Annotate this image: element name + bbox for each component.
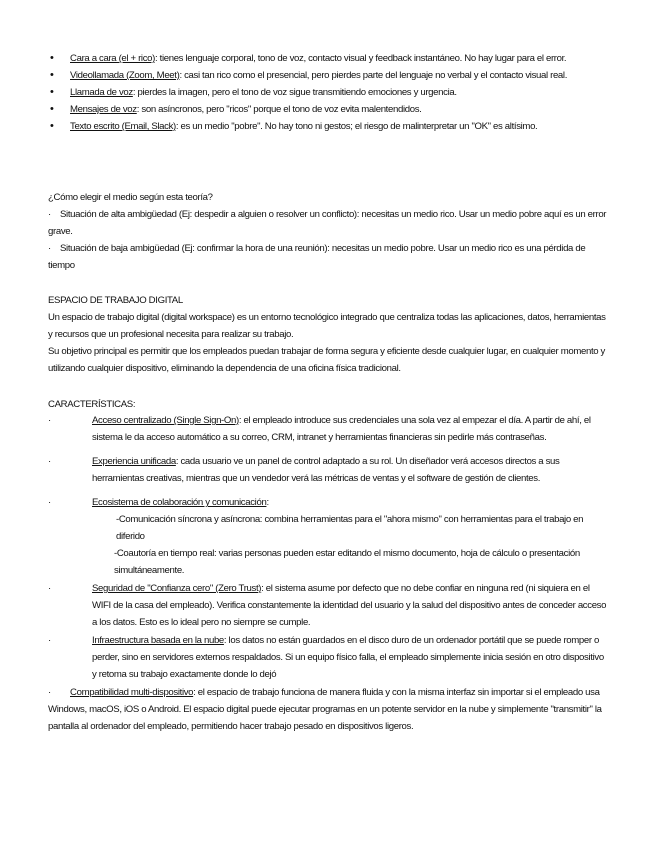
list-item	[48, 684, 608, 735]
media-list	[48, 50, 608, 135]
list-item	[48, 412, 608, 446]
bullet-icon: •	[50, 86, 54, 98]
list-item-term: Acceso centralizado (Single Sign-On)	[92, 415, 239, 426]
digital-paragraph-2: Su objetivo principal es permitir que los empleados puedan trabajar de forma segura y eficiente desde cualquier lugar, en cualquier momento y utilizando cualquier dispositivo, eliminando la dependencia de una oficina física tradicional.	[48, 346, 606, 374]
list-item-text: : son asíncronos, pero "ricos" porque el tono de voz evita malentendidos.	[136, 104, 422, 115]
list-item-term: Texto escrito (Email, Slack)	[70, 121, 176, 132]
list-item-text: :	[266, 497, 269, 508]
dash-icon: ·	[48, 415, 51, 426]
sub-item: -Coautoría en tiempo real: varias personas pueden estar editando el mismo documento, hoja de cálculo o presentación simultáneamente.	[114, 548, 580, 576]
list-item-text: : cada usuario ve un panel de control adaptado a su rol. Un diseñador verá accesos directos a sus herramientas creativas, mientras que un vendedor verá las métricas de ventas y el software de gestión de clientes.	[92, 456, 560, 484]
list-item-term: Mensajes de voz	[70, 104, 137, 115]
list-item	[48, 580, 608, 631]
list-item	[48, 50, 608, 67]
list-item-text: : los datos no están guardados en el disco duro de un ordenador portátil que se puede romper o perder, sino en servidores externos respaldados. Si un equipo físico falla, el empleado simplemente inicia sesión en otro dispositivo y retoma su trabajo exactamente donde lo dejó	[92, 635, 604, 680]
characteristics-heading: CARACTERÍSTICAS:	[48, 399, 136, 410]
digital-section	[48, 292, 608, 377]
list-item-term: Videollamada (Zoom, Meet)	[70, 70, 180, 81]
list-item-text: : el espacio de trabajo funciona de manera fluida y con la misma interfaz sin importar si el empleado usa Windows, macOS, iOS o Android. El espacio digital puede ejecutar programas en un potente servidor en la nube y simplemente "transmitir" la pantalla al ordenador del empleado, permitiendo hacer trabajo pesado en dispositivos ligeros.	[48, 687, 602, 732]
sub-item: -Comunicación síncrona y asíncrona: combina herramientas para el "ahora mismo" con herramientas para el trabajo en diferido	[116, 514, 584, 542]
theory-section	[48, 189, 608, 274]
bullet-icon: •	[50, 103, 54, 115]
list-item	[48, 84, 608, 101]
dash-icon: ·	[48, 497, 51, 508]
list-item-term: Compatibilidad multi-dispositivo	[70, 687, 194, 698]
list-item	[48, 67, 608, 84]
list-item-term: Ecosistema de colaboración y comunicación	[92, 497, 267, 508]
list-item-term: Llamada de voz	[70, 87, 133, 98]
list-item-term: Experiencia unificada	[92, 456, 176, 467]
list-item	[48, 494, 608, 511]
digital-paragraph-1: Un espacio de trabajo digital (digital workspace) es un entorno tecnológico integrado que centraliza todas las aplicaciones, datos, herramientas y recursos que un profesional necesita para realizar su trabajo.	[48, 312, 606, 340]
list-item-text: : el sistema asume por defecto que no debe confiar en ninguna red (ni siquiera en el WIFI de la casa del empleado). Verifica constantemente la identidad del usuario y la salud del dispositivo antes de conceder acceso a los datos. Esto es lo ideal pero no siempre se cumple.	[92, 583, 607, 628]
dash-icon: ·	[48, 243, 51, 254]
dash-icon: ·	[48, 687, 51, 698]
bullet-icon: •	[50, 52, 54, 64]
list-item-term: Cara a cara (el + rico)	[70, 53, 155, 64]
theory-low	[48, 240, 608, 274]
list-item-text: : el empleado introduce sus credenciales una sola vez al empezar el día. A partir de ahí, el sistema le da acceso automático a su correo, CRM, intranet y herramientas financieras sin pedirle más contraseñas.	[92, 415, 591, 443]
list-item	[48, 632, 608, 683]
theory-low-text: Situación de baja ambigüedad (Ej: confirmar la hora de una reunión): necesitas un medio pobre. Usar un medio rico es una pérdida de tiempo	[48, 243, 586, 271]
list-item-text: : tienes lenguaje corporal, tono de voz, contacto visual y feedback instantáneo. No hay lugar para el error.	[155, 53, 567, 64]
dash-icon: ·	[48, 583, 51, 594]
list-item-term: Infraestructura basada en la nube	[92, 635, 224, 646]
bullet-icon: •	[50, 120, 54, 132]
section-heading: ESPACIO DE TRABAJO DIGITAL	[48, 295, 183, 306]
list-item	[48, 118, 608, 135]
list-item-text: : casi tan rico como el presencial, pero pierdes parte del lenguaje no verbal y el contacto visual real.	[179, 70, 568, 81]
theory-high	[48, 206, 608, 240]
dash-icon: ·	[48, 209, 51, 220]
list-item	[48, 453, 608, 487]
list-item-text: : pierdes la imagen, pero el tono de voz sigue transmitiendo emociones y urgencia.	[132, 87, 457, 98]
theory-question: ¿Cómo elegir el medio según esta teoría?	[48, 192, 213, 203]
list-item	[48, 101, 608, 118]
dash-icon: ·	[48, 635, 51, 646]
dash-icon: ·	[48, 456, 51, 467]
theory-high-text: Situación de alta ambigüedad (Ej: despedir a alguien o resolver un conflicto): necesitas un medio rico. Usar un medio pobre aquí es un error grave.	[48, 209, 607, 237]
characteristics-list	[48, 411, 608, 735]
list-item-term: Seguridad de "Confianza cero" (Zero Trust)	[92, 583, 262, 594]
list-item-text: : es un medio "pobre". No hay tono ni gestos; el riesgo de malinterpretar un "OK" es altísimo.	[175, 121, 538, 132]
bullet-icon: •	[50, 69, 54, 81]
